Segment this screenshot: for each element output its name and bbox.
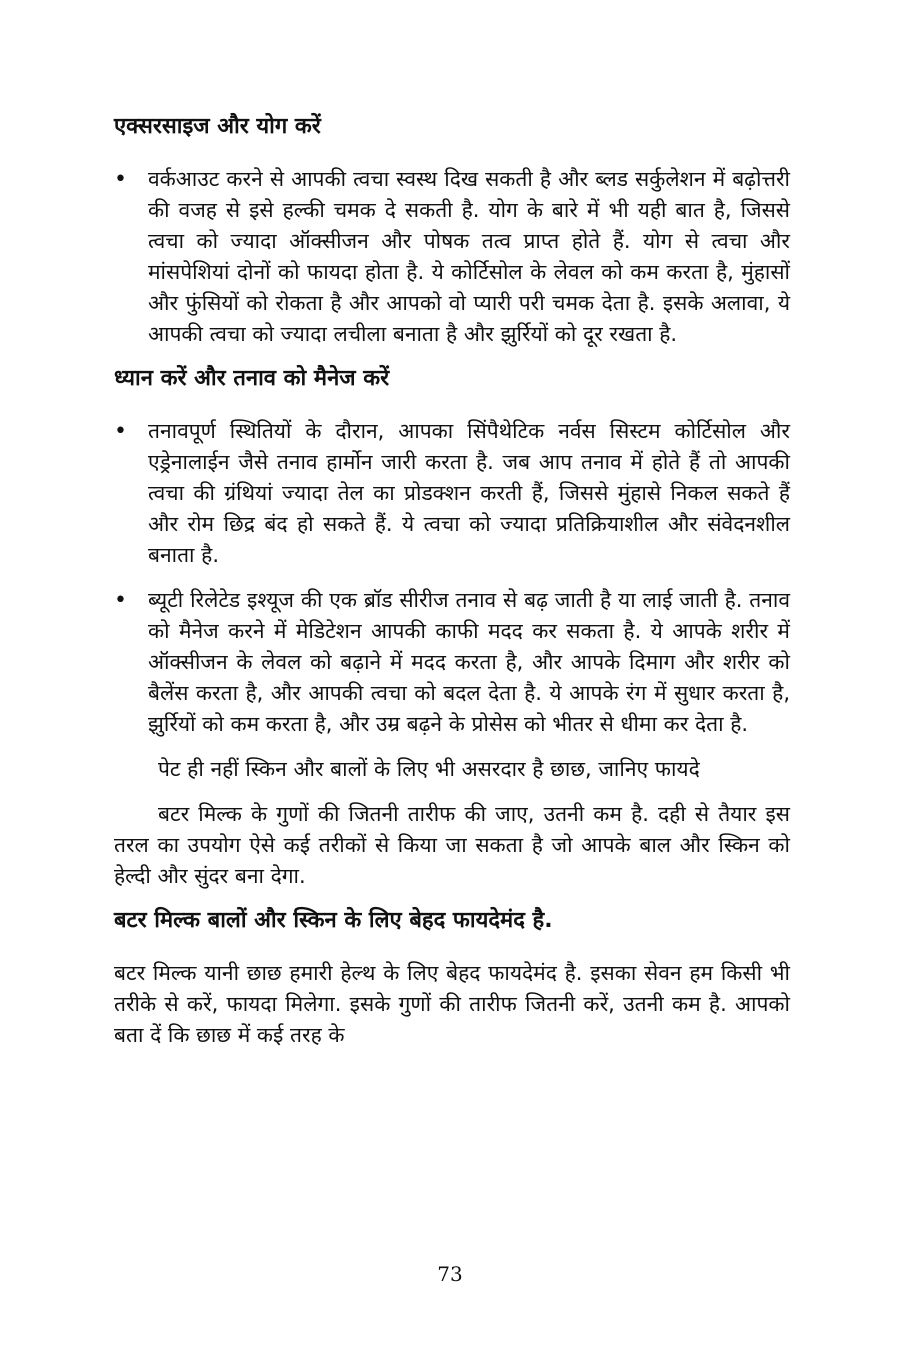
bullet-icon: • — [114, 419, 127, 444]
bullet-item — [114, 585, 790, 740]
bullet-text: ब्यूटी रिलेटेड इश्यूज की एक ब्रॉड सीरीज तनाव से बढ़ जाती है या लाई जाती है. तनाव को मैनेज करने में मेडिटेशन आपकी काफी मदद कर सकता है. ये आपके शरीर में ऑक्सीजन के लेवल को बढ़ाने में मदद करता है, और आपके दिमाग और शरीर को बैलेंस करता है, और आपकी त्वचा को बदल देता है. ये आपके रंग में सुधार करता है, झुर्रियों को कम करता है, और उम्र बढ़ने के प्रोसेस को भीतर से धीमा कर देता है. — [148, 588, 790, 736]
bullet-item — [114, 416, 790, 571]
bullet-text: तनावपूर्ण स्थितियों के दौरान, आपका सिंपैथेटिक नर्वस सिस्टम कोर्टिसोल और एड्रेनालाईन जैसे तनाव हार्मोन जारी करता है. जब आप तनाव में होते हैं तो आपकी त्वचा की ग्रंथियां ज्यादा तेल का प्रोडक्शन करती हैं, जिससे मुंहासे निकल सकते हैं और रोम छिद्र बंद हो सकते हैं. ये त्वचा को ज्यादा प्रतिक्रियाशील और संवेदनशील बनाता है. — [148, 419, 790, 567]
bullet-icon: • — [114, 167, 127, 192]
final-paragraph: बटर मिल्क यानी छाछ हमारी हेल्थ के लिए बेहद फायदेमंद है. इसका सेवन हम किसी भी तरीके से करें, फायदा मिलेगा. इसके गुणों की तारीफ जितनी करें, उतनी कम है. आपको बता दें कि छाछ में कई तरह के — [114, 961, 790, 1047]
section-heading: ध्यान करें और तनाव को मैनेज करें — [114, 366, 390, 391]
page-number: 73 — [437, 1262, 463, 1286]
paragraph-buttermilk-title: पेट ही नहीं स्किन और बालों के लिए भी असरदार है छाछ, जानिए फायदे — [158, 757, 700, 781]
section-meditation-stress — [114, 364, 790, 740]
bullet-item — [114, 164, 790, 350]
page-content — [114, 112, 790, 1065]
bullet-text: वर्कआउट करने से आपकी त्वचा स्वस्थ दिख सकती है और ब्लड सर्कुलेशन में बढ़ोत्तरी की वजह से इसे हल्की चमक दे सकती है. योग के बारे में भी यही बात है, जिससे त्वचा को ज्यादा ऑक्सीजन और पोषक तत्व प्राप्त होते हैं. योग से त्वचा और मांसपेशियां दोनों को फायदा होता है. ये कोर्टिसोल के लेवल को कम करता है, मुंहासों और फुंसियों को रोकता है और आपको वो प्यारी परी चमक देता है. इसके अलावा, ये आपकी त्वचा को ज्यादा लचीला बनाता है और झुर्रियों को दूर रखता है. — [148, 167, 790, 346]
bullet-list — [114, 416, 790, 740]
section-heading: एक्सरसाइज और योग करें — [114, 114, 321, 139]
section-exercise-yoga — [114, 112, 790, 350]
bullet-list — [114, 164, 790, 350]
final-section-heading: बटर मिल्क बालों और स्किन के लिए बेहद फायदेमंद है. — [114, 908, 553, 933]
bullet-icon: • — [114, 588, 127, 613]
paragraph-buttermilk-intro: बटर मिल्क के गुणों की जितनी तारीफ की जाए, उतनी कम है. दही से तैयार इस तरल का उपयोग ऐसे कई तरीकों से किया जा सकता है जो आपके बाल और स्किन को हेल्दी और सुंदर बना देगा. — [114, 802, 790, 888]
